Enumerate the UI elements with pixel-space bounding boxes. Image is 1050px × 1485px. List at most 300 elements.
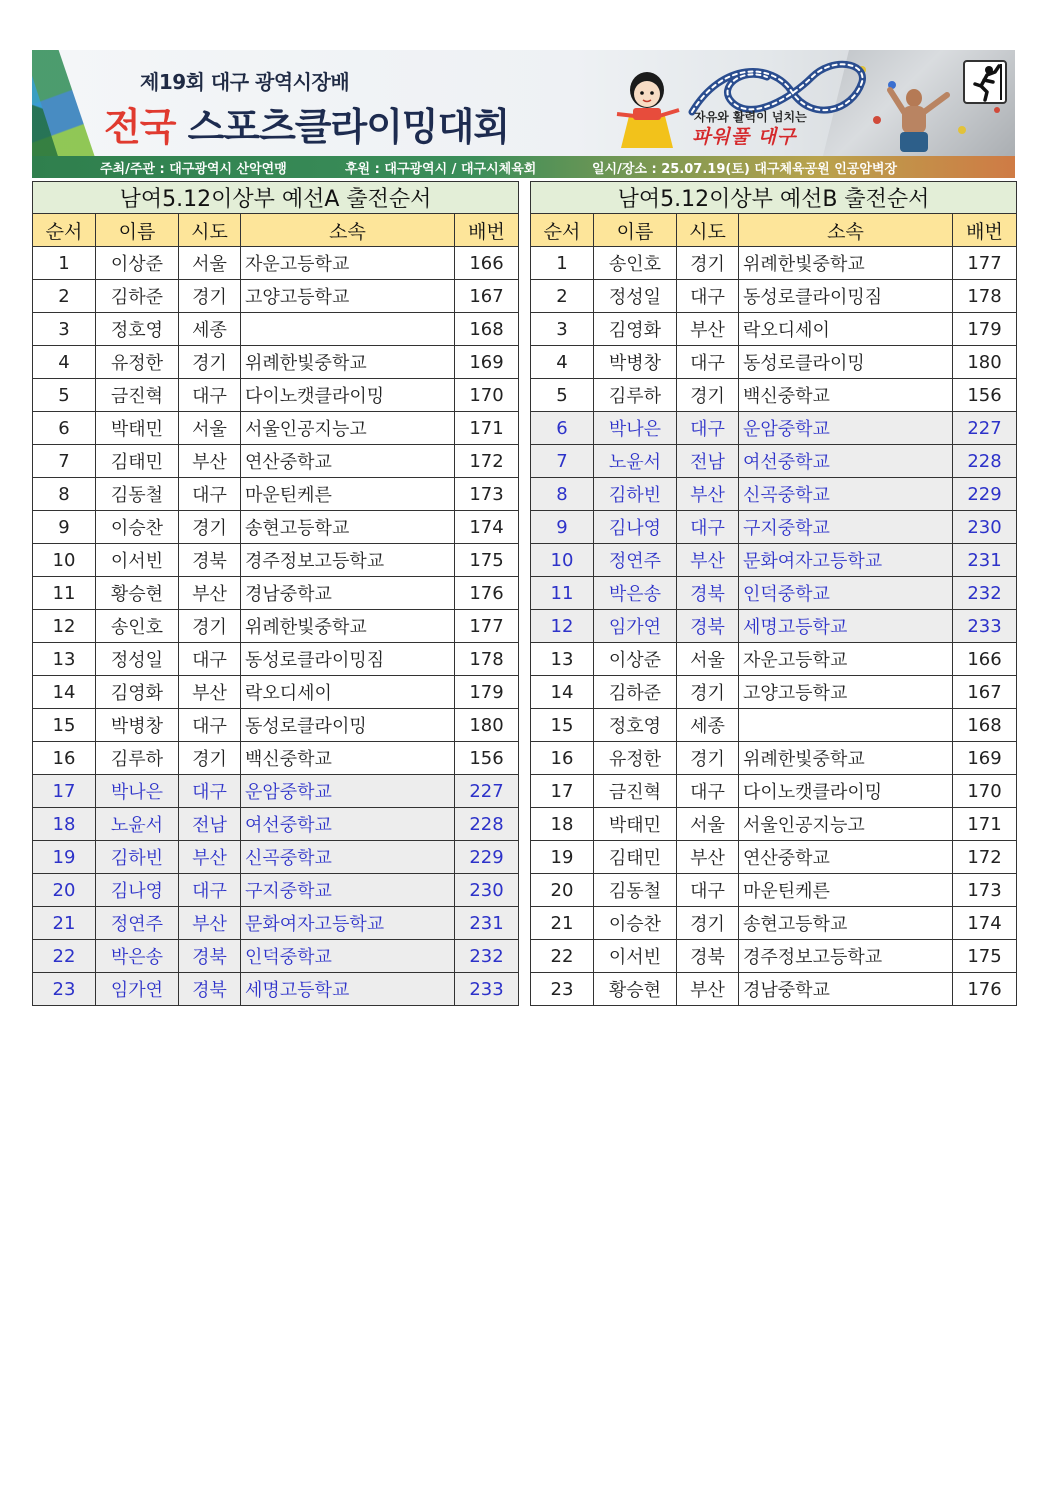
table-row xyxy=(33,709,519,742)
cell-affiliation: 동성로클라이밍짐 xyxy=(739,280,953,313)
cell-name: 김영화 xyxy=(96,676,179,709)
table-row xyxy=(33,577,519,610)
cell-affiliation: 연산중학교 xyxy=(241,445,455,478)
cell-affiliation: 여선중학교 xyxy=(241,808,455,841)
cell-bib: 175 xyxy=(455,544,519,577)
table-row xyxy=(531,808,1017,841)
cell-affiliation: 고양고등학교 xyxy=(241,280,455,313)
cell-affiliation: 세명고등학교 xyxy=(241,973,455,1006)
cell-order: 14 xyxy=(531,676,594,709)
cell-region: 대구 xyxy=(677,280,739,313)
header-region: 시도 xyxy=(677,214,739,247)
cell-order: 21 xyxy=(531,907,594,940)
cell-bib: 168 xyxy=(953,709,1017,742)
cell-affiliation: 신곡중학교 xyxy=(739,478,953,511)
cell-affiliation: 다이노캣클라이밍 xyxy=(241,379,455,412)
cell-bib: 156 xyxy=(953,379,1017,412)
cell-name: 김하빈 xyxy=(96,841,179,874)
cell-region: 서울 xyxy=(179,247,241,280)
cell-order: 10 xyxy=(531,544,594,577)
cell-region: 부산 xyxy=(179,445,241,478)
table-row xyxy=(531,313,1017,346)
cell-affiliation: 자운고등학교 xyxy=(739,643,953,676)
table-row xyxy=(531,445,1017,478)
cell-name: 이상준 xyxy=(96,247,179,280)
cell-order: 3 xyxy=(33,313,96,346)
header-order: 순서 xyxy=(531,214,594,247)
cell-affiliation: 문화여자고등학교 xyxy=(241,907,455,940)
cell-name: 박나은 xyxy=(594,412,677,445)
start-order-table-a xyxy=(32,181,519,1006)
cell-bib: 231 xyxy=(953,544,1017,577)
cell-affiliation: 동성로클라이밍 xyxy=(739,346,953,379)
slogan-small: 자유와 활력이 넘치는 xyxy=(694,110,807,124)
cell-affiliation: 신곡중학교 xyxy=(241,841,455,874)
cell-order: 1 xyxy=(531,247,594,280)
cell-affiliation: 경주정보고등학교 xyxy=(739,940,953,973)
cell-name: 이서빈 xyxy=(594,940,677,973)
cell-order: 6 xyxy=(531,412,594,445)
cell-name: 임가연 xyxy=(96,973,179,1006)
cell-region: 경북 xyxy=(677,577,739,610)
header-bib: 배번 xyxy=(455,214,519,247)
cell-region: 대구 xyxy=(179,709,241,742)
cell-name: 금진혁 xyxy=(96,379,179,412)
cell-affiliation: 마운틴케른 xyxy=(739,874,953,907)
cell-order: 19 xyxy=(531,841,594,874)
cell-name: 김영화 xyxy=(594,313,677,346)
cell-region: 세종 xyxy=(677,709,739,742)
cell-bib: 178 xyxy=(455,643,519,676)
cell-name: 송인호 xyxy=(594,247,677,280)
cell-order: 11 xyxy=(531,577,594,610)
table-row xyxy=(33,742,519,775)
cell-name: 김루하 xyxy=(96,742,179,775)
cell-affiliation: 경주정보고등학교 xyxy=(241,544,455,577)
table-row xyxy=(531,973,1017,1006)
cell-affiliation: 운암중학교 xyxy=(241,775,455,808)
cell-region: 경북 xyxy=(179,973,241,1006)
cell-bib: 173 xyxy=(455,478,519,511)
table-row xyxy=(33,907,519,940)
cell-order: 18 xyxy=(33,808,96,841)
cell-name: 송인호 xyxy=(96,610,179,643)
cell-order: 22 xyxy=(33,940,96,973)
cell-bib: 173 xyxy=(953,874,1017,907)
cell-bib: 167 xyxy=(953,676,1017,709)
cell-bib: 156 xyxy=(455,742,519,775)
cell-name: 정연주 xyxy=(96,907,179,940)
cell-affiliation: 구지중학교 xyxy=(739,511,953,544)
cell-name: 김하빈 xyxy=(594,478,677,511)
cell-order: 2 xyxy=(33,280,96,313)
cell-region: 경기 xyxy=(179,280,241,313)
table-row xyxy=(531,676,1017,709)
cell-region: 대구 xyxy=(179,643,241,676)
cell-order: 7 xyxy=(531,445,594,478)
table-row xyxy=(33,775,519,808)
table-row xyxy=(33,973,519,1006)
cell-affiliation: 경남중학교 xyxy=(739,973,953,1006)
cell-affiliation: 백신중학교 xyxy=(739,379,953,412)
cell-name: 박태민 xyxy=(96,412,179,445)
cell-affiliation: 서울인공지능고 xyxy=(241,412,455,445)
banner-title-highlight: 전국 xyxy=(104,105,176,149)
cell-affiliation: 여선중학교 xyxy=(739,445,953,478)
cell-name: 정성일 xyxy=(96,643,179,676)
cell-name: 이승찬 xyxy=(594,907,677,940)
cell-bib: 172 xyxy=(953,841,1017,874)
cell-affiliation: 송현고등학교 xyxy=(739,907,953,940)
cell-name: 박나은 xyxy=(96,775,179,808)
cell-region: 경북 xyxy=(677,940,739,973)
cell-name: 이서빈 xyxy=(96,544,179,577)
banner-subtitle: 제19회 대구 광역시장배 xyxy=(140,70,350,94)
table-row xyxy=(531,379,1017,412)
cell-name: 김나영 xyxy=(594,511,677,544)
cell-order: 8 xyxy=(531,478,594,511)
header-order: 순서 xyxy=(33,214,96,247)
cell-region: 대구 xyxy=(179,874,241,907)
header-affiliation: 소속 xyxy=(739,214,953,247)
cell-order: 9 xyxy=(531,511,594,544)
cell-affiliation: 동성로클라이밍 xyxy=(241,709,455,742)
cell-bib: 177 xyxy=(953,247,1017,280)
cell-affiliation: 백신중학교 xyxy=(241,742,455,775)
cell-bib: 229 xyxy=(455,841,519,874)
table-row xyxy=(531,709,1017,742)
table-row xyxy=(33,874,519,907)
table-row xyxy=(531,742,1017,775)
cell-name: 노윤서 xyxy=(594,445,677,478)
cell-name: 김태민 xyxy=(96,445,179,478)
table-row xyxy=(531,610,1017,643)
cell-name: 김태민 xyxy=(594,841,677,874)
cell-order: 4 xyxy=(33,346,96,379)
cell-bib: 227 xyxy=(953,412,1017,445)
cell-bib: 227 xyxy=(455,775,519,808)
cell-affiliation: 락오디세이 xyxy=(241,676,455,709)
cell-bib: 228 xyxy=(455,808,519,841)
cell-affiliation: 자운고등학교 xyxy=(241,247,455,280)
cell-bib: 231 xyxy=(455,907,519,940)
cell-name: 황승현 xyxy=(594,973,677,1006)
table-row xyxy=(33,676,519,709)
cell-region: 부산 xyxy=(179,907,241,940)
cell-name: 김동철 xyxy=(96,478,179,511)
cell-name: 이상준 xyxy=(594,643,677,676)
cell-bib: 174 xyxy=(953,907,1017,940)
cell-region: 경북 xyxy=(179,940,241,973)
header-name: 이름 xyxy=(594,214,677,247)
cell-order: 4 xyxy=(531,346,594,379)
cell-affiliation: 서울인공지능고 xyxy=(739,808,953,841)
cell-order: 10 xyxy=(33,544,96,577)
cell-affiliation: 위례한빛중학교 xyxy=(739,247,953,280)
cell-order: 8 xyxy=(33,478,96,511)
cell-region: 부산 xyxy=(677,478,739,511)
cell-order: 18 xyxy=(531,808,594,841)
cell-affiliation xyxy=(241,313,455,346)
cell-affiliation: 위례한빛중학교 xyxy=(241,346,455,379)
climbing-person-icon xyxy=(963,60,1007,104)
cell-region: 대구 xyxy=(179,775,241,808)
cell-bib: 232 xyxy=(455,940,519,973)
cell-region: 대구 xyxy=(179,379,241,412)
cell-bib: 179 xyxy=(455,676,519,709)
cell-affiliation: 연산중학교 xyxy=(739,841,953,874)
cell-name: 박은송 xyxy=(96,940,179,973)
cell-region: 경북 xyxy=(677,610,739,643)
cell-region: 경기 xyxy=(677,742,739,775)
cell-region: 서울 xyxy=(677,808,739,841)
cell-region: 부산 xyxy=(179,676,241,709)
cell-region: 경기 xyxy=(179,742,241,775)
cell-region: 대구 xyxy=(677,511,739,544)
table-row xyxy=(33,346,519,379)
cell-name: 정호영 xyxy=(594,709,677,742)
cell-bib: 229 xyxy=(953,478,1017,511)
cell-affiliation: 동성로클라이밍짐 xyxy=(241,643,455,676)
table-row xyxy=(33,544,519,577)
cell-order: 14 xyxy=(33,676,96,709)
event-banner xyxy=(32,50,1015,178)
table-a-title: 남여5.12이상부 예선A 출전순서 xyxy=(33,182,519,214)
cell-region: 경기 xyxy=(677,907,739,940)
start-order-table-b xyxy=(530,181,1017,1006)
cell-affiliation: 경남중학교 xyxy=(241,577,455,610)
cell-affiliation: 고양고등학교 xyxy=(739,676,953,709)
cell-bib: 230 xyxy=(953,511,1017,544)
cell-affiliation: 위례한빛중학교 xyxy=(241,610,455,643)
cell-bib: 174 xyxy=(455,511,519,544)
cell-region: 전남 xyxy=(179,808,241,841)
cell-order: 12 xyxy=(531,610,594,643)
cell-region: 경기 xyxy=(179,610,241,643)
cell-order: 17 xyxy=(33,775,96,808)
cell-bib: 170 xyxy=(953,775,1017,808)
cell-bib: 175 xyxy=(953,940,1017,973)
cell-order: 13 xyxy=(531,643,594,676)
table-a-body xyxy=(33,247,519,1006)
table-row xyxy=(33,478,519,511)
table-row xyxy=(33,511,519,544)
event-info-bar xyxy=(32,156,1015,178)
cell-bib: 170 xyxy=(455,379,519,412)
cell-bib: 171 xyxy=(455,412,519,445)
cell-region: 경기 xyxy=(677,676,739,709)
cell-name: 김동철 xyxy=(594,874,677,907)
table-row xyxy=(33,313,519,346)
cell-order: 21 xyxy=(33,907,96,940)
cell-region: 대구 xyxy=(677,874,739,907)
cell-order: 19 xyxy=(33,841,96,874)
cell-affiliation: 인덕중학교 xyxy=(241,940,455,973)
table-row xyxy=(531,280,1017,313)
cell-bib: 178 xyxy=(953,280,1017,313)
cell-name: 금진혁 xyxy=(594,775,677,808)
cell-name: 김하준 xyxy=(96,280,179,313)
cell-region: 서울 xyxy=(677,643,739,676)
cell-name: 김하준 xyxy=(594,676,677,709)
cell-order: 5 xyxy=(531,379,594,412)
cell-order: 2 xyxy=(531,280,594,313)
table-row xyxy=(33,412,519,445)
table-row xyxy=(33,379,519,412)
cell-order: 11 xyxy=(33,577,96,610)
cell-name: 노윤서 xyxy=(96,808,179,841)
table-row xyxy=(531,841,1017,874)
table-row xyxy=(531,577,1017,610)
cell-region: 대구 xyxy=(677,775,739,808)
mascot-character xyxy=(607,66,687,152)
cell-bib: 176 xyxy=(953,973,1017,1006)
header-name: 이름 xyxy=(96,214,179,247)
cell-order: 17 xyxy=(531,775,594,808)
cell-order: 15 xyxy=(531,709,594,742)
cell-bib: 166 xyxy=(953,643,1017,676)
cell-order: 22 xyxy=(531,940,594,973)
cell-bib: 179 xyxy=(953,313,1017,346)
cell-affiliation: 송현고등학교 xyxy=(241,511,455,544)
cell-bib: 169 xyxy=(455,346,519,379)
cell-bib: 167 xyxy=(455,280,519,313)
cell-bib: 169 xyxy=(953,742,1017,775)
cell-name: 유정한 xyxy=(96,346,179,379)
cell-region: 서울 xyxy=(179,412,241,445)
cell-bib: 233 xyxy=(953,610,1017,643)
cell-region: 경북 xyxy=(179,544,241,577)
cell-bib: 176 xyxy=(455,577,519,610)
table-row xyxy=(531,775,1017,808)
cell-order: 23 xyxy=(531,973,594,1006)
cell-region: 부산 xyxy=(677,544,739,577)
cell-bib: 168 xyxy=(455,313,519,346)
cell-name: 임가연 xyxy=(594,610,677,643)
cell-order: 1 xyxy=(33,247,96,280)
cell-region: 경기 xyxy=(179,346,241,379)
cell-order: 3 xyxy=(531,313,594,346)
sponsor-info: 후원 : 대구광역시 / 대구시체육회 xyxy=(345,162,537,177)
cell-order: 12 xyxy=(33,610,96,643)
cell-name: 정연주 xyxy=(594,544,677,577)
cell-order: 20 xyxy=(531,874,594,907)
cell-bib: 230 xyxy=(455,874,519,907)
table-row xyxy=(33,610,519,643)
table-row xyxy=(531,511,1017,544)
cell-order: 15 xyxy=(33,709,96,742)
table-row xyxy=(531,940,1017,973)
cell-bib: 180 xyxy=(455,709,519,742)
table-row xyxy=(531,412,1017,445)
cell-affiliation: 위례한빛중학교 xyxy=(739,742,953,775)
table-b-title: 남여5.12이상부 예선B 출전순서 xyxy=(531,182,1017,214)
slogan-big: 파워풀 대구 xyxy=(692,126,797,148)
cell-order: 7 xyxy=(33,445,96,478)
cell-bib: 180 xyxy=(953,346,1017,379)
cell-bib: 232 xyxy=(953,577,1017,610)
cell-bib: 233 xyxy=(455,973,519,1006)
cell-order: 9 xyxy=(33,511,96,544)
header-region: 시도 xyxy=(179,214,241,247)
cell-order: 13 xyxy=(33,643,96,676)
cell-region: 대구 xyxy=(677,346,739,379)
cell-affiliation: 락오디세이 xyxy=(739,313,953,346)
cell-region: 경기 xyxy=(179,511,241,544)
cell-name: 이승찬 xyxy=(96,511,179,544)
cell-order: 5 xyxy=(33,379,96,412)
banner-title-rest: 스포츠클라이밍대회 xyxy=(175,105,510,149)
table-row xyxy=(33,643,519,676)
cell-order: 23 xyxy=(33,973,96,1006)
cell-region: 부산 xyxy=(677,841,739,874)
cell-name: 박병창 xyxy=(96,709,179,742)
cell-affiliation: 다이노캣클라이밍 xyxy=(739,775,953,808)
cell-region: 대구 xyxy=(179,478,241,511)
cell-name: 김나영 xyxy=(96,874,179,907)
table-row xyxy=(531,247,1017,280)
cell-region: 부산 xyxy=(179,577,241,610)
cell-bib: 228 xyxy=(953,445,1017,478)
cell-name: 황승현 xyxy=(96,577,179,610)
cell-affiliation: 마운틴케른 xyxy=(241,478,455,511)
table-row xyxy=(33,808,519,841)
table-row xyxy=(33,940,519,973)
table-row xyxy=(531,544,1017,577)
table-row xyxy=(33,280,519,313)
cell-region: 부산 xyxy=(677,313,739,346)
cell-region: 대구 xyxy=(677,412,739,445)
host-info: 주최/주관 : 대구광역시 산악연맹 xyxy=(100,162,287,177)
cell-affiliation: 문화여자고등학교 xyxy=(739,544,953,577)
table-row xyxy=(531,643,1017,676)
cell-order: 16 xyxy=(33,742,96,775)
cell-region: 부산 xyxy=(179,841,241,874)
cell-order: 20 xyxy=(33,874,96,907)
schedule-info: 일시/장소 : 25.07.19(토) 대구체육공원 인공암벽장 xyxy=(592,162,898,177)
cell-region: 부산 xyxy=(677,973,739,1006)
cell-region: 경기 xyxy=(677,247,739,280)
cell-bib: 172 xyxy=(455,445,519,478)
cell-name: 정호영 xyxy=(96,313,179,346)
banner-title xyxy=(104,96,509,151)
cell-name: 박병창 xyxy=(594,346,677,379)
cell-affiliation: 세명고등학교 xyxy=(739,610,953,643)
cell-name: 김루하 xyxy=(594,379,677,412)
header-bib: 배번 xyxy=(953,214,1017,247)
cell-name: 유정한 xyxy=(594,742,677,775)
cell-region: 전남 xyxy=(677,445,739,478)
cell-name: 정성일 xyxy=(594,280,677,313)
table-b-body xyxy=(531,247,1017,1006)
table-row xyxy=(531,346,1017,379)
cell-order: 6 xyxy=(33,412,96,445)
cell-affiliation xyxy=(739,709,953,742)
table-row xyxy=(531,907,1017,940)
cell-affiliation: 인덕중학교 xyxy=(739,577,953,610)
cell-affiliation: 구지중학교 xyxy=(241,874,455,907)
table-row xyxy=(531,478,1017,511)
cell-bib: 166 xyxy=(455,247,519,280)
cell-name: 박은송 xyxy=(594,577,677,610)
cell-name: 박태민 xyxy=(594,808,677,841)
table-row xyxy=(531,874,1017,907)
table-row xyxy=(33,841,519,874)
cell-bib: 171 xyxy=(953,808,1017,841)
cell-affiliation: 운암중학교 xyxy=(739,412,953,445)
cell-region: 세종 xyxy=(179,313,241,346)
cell-order: 16 xyxy=(531,742,594,775)
